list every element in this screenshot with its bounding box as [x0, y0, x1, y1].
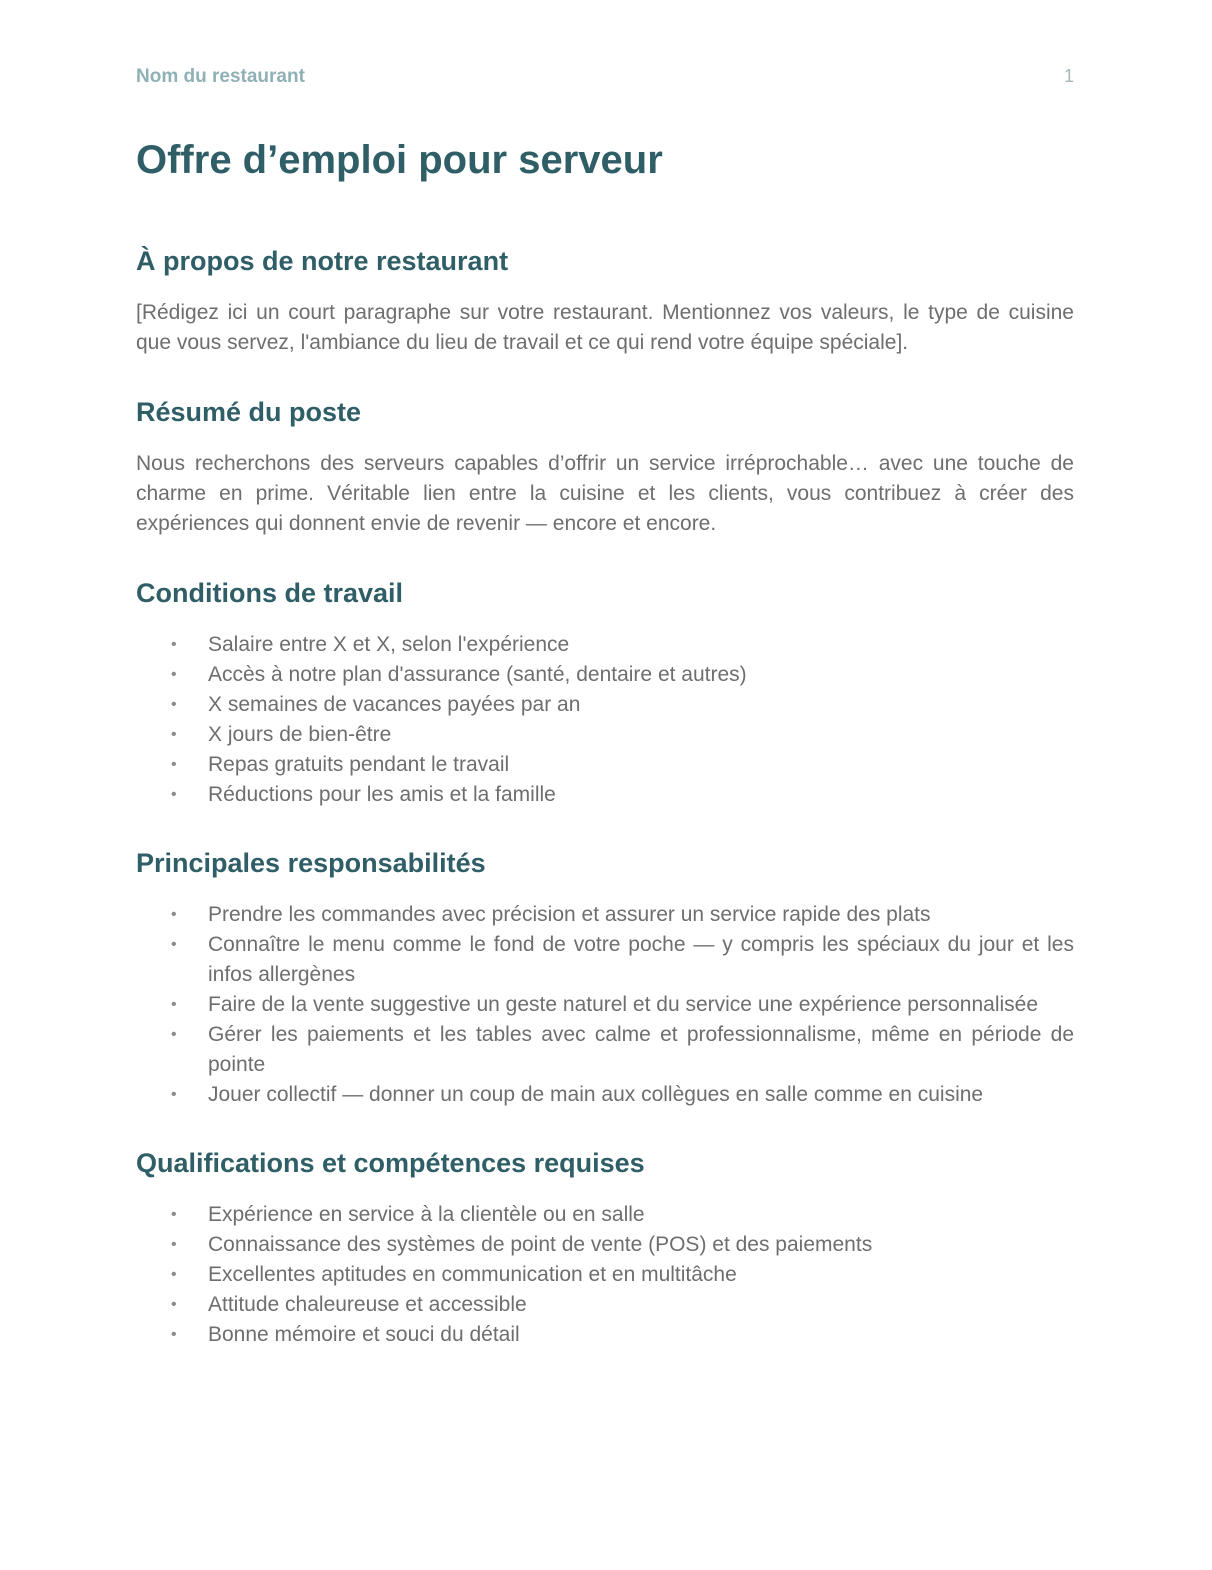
document-body [136, 133, 1074, 1386]
list-item [136, 690, 1074, 720]
bullet-icon: • [171, 1236, 177, 1253]
bullet-icon: • [171, 1296, 177, 1313]
restaurant-name: Nom du restaurant [136, 66, 305, 87]
bullet-icon: • [171, 1326, 177, 1343]
list-item [136, 1260, 1074, 1290]
bullet-icon: • [171, 1026, 177, 1043]
list-item-text: Repas gratuits pendant le travail [208, 753, 510, 776]
bullet-icon: • [171, 906, 177, 923]
section-heading-conditions: Conditions de travail [136, 578, 404, 608]
list-item [136, 1080, 1074, 1110]
list-item [136, 720, 1074, 750]
bullet-icon: • [171, 636, 177, 653]
list-item [136, 1020, 1074, 1080]
bullet-icon: • [171, 696, 177, 713]
page-number: 1 [1063, 66, 1074, 86]
list-item-text: Accès à notre plan d'assurance (santé, dentaire et autres) [208, 663, 747, 686]
list-item-text: Prendre les commandes avec précision et assurer un service rapide des plats [208, 903, 931, 926]
bullet-icon: • [171, 936, 177, 953]
summary-paragraph: Nous recherchons des serveurs capables d’offrir un service irréprochable… avec une touche de charme en prime. Véritable lien entre la cuisine et les clients, vous contribuez à créer des expériences qui donnent envie de revenir — encore et encore. [136, 452, 1074, 535]
list-item-text: Faire de la vente suggestive un geste naturel et du service une expérience personnalisée [208, 993, 1039, 1016]
bullet-icon: • [171, 726, 177, 743]
section-heading-responsibilities: Principales responsabilités [136, 848, 486, 878]
bullet-icon: • [171, 666, 177, 683]
about-paragraph: [Rédigez ici un court paragraphe sur votre restaurant. Mentionnez vos valeurs, le type de cuisine que vous servez, l'ambiance du lieu de travail et ce qui rend votre équipe spéciale]. [136, 301, 1074, 354]
bullet-icon: • [171, 1086, 177, 1103]
conditions-list [136, 630, 1074, 810]
bullet-icon: • [171, 786, 177, 803]
list-item-text: Jouer collectif — donner un coup de main aux collègues en salle comme en cuisine [208, 1083, 984, 1106]
bullet-icon: • [171, 996, 177, 1013]
list-item-text: X semaines de vacances payées par an [208, 693, 581, 716]
document-title: Offre d’emploi pour serveur [136, 138, 663, 182]
list-item [136, 1320, 1074, 1350]
list-item [136, 780, 1074, 810]
list-item [136, 630, 1074, 660]
list-item-text: Gérer les paiements et les tables avec calme et professionnalisme, même en période de pointe [208, 1023, 1074, 1076]
section-heading-summary: Résumé du poste [136, 397, 362, 427]
list-item [136, 930, 1074, 990]
list-item-text: Expérience en service à la clientèle ou en salle [208, 1203, 645, 1226]
list-item [136, 660, 1074, 690]
list-item-text: Connaître le menu comme le fond de votre poche — y compris les spéciaux du jour et les infos allergènes [208, 933, 1074, 986]
running-header [136, 66, 1074, 92]
list-item-text: Bonne mémoire et souci du détail [208, 1323, 520, 1346]
list-item-text: X jours de bien-être [208, 723, 392, 746]
list-item [136, 1200, 1074, 1230]
list-item-text: Connaissance des systèmes de point de vente (POS) et des paiements [208, 1233, 873, 1256]
list-item-text: Excellentes aptitudes en communication et en multitâche [208, 1263, 737, 1286]
qualifications-list [136, 1200, 1074, 1350]
bullet-icon: • [171, 1266, 177, 1283]
list-item-text: Attitude chaleureuse et accessible [208, 1293, 527, 1316]
list-item [136, 750, 1074, 780]
list-item [136, 1290, 1074, 1320]
bullet-icon: • [171, 1206, 177, 1223]
list-item-text: Réductions pour les amis et la famille [208, 783, 556, 806]
section-heading-qualifications: Qualifications et compétences requises [136, 1148, 645, 1178]
list-item [136, 990, 1074, 1020]
bullet-icon: • [171, 756, 177, 773]
section-heading-about: À propos de notre restaurant [136, 246, 509, 276]
list-item-text: Salaire entre X et X, selon l'expérience [208, 633, 570, 656]
list-item [136, 900, 1074, 930]
responsibilities-list [136, 900, 1074, 1110]
list-item [136, 1230, 1074, 1260]
